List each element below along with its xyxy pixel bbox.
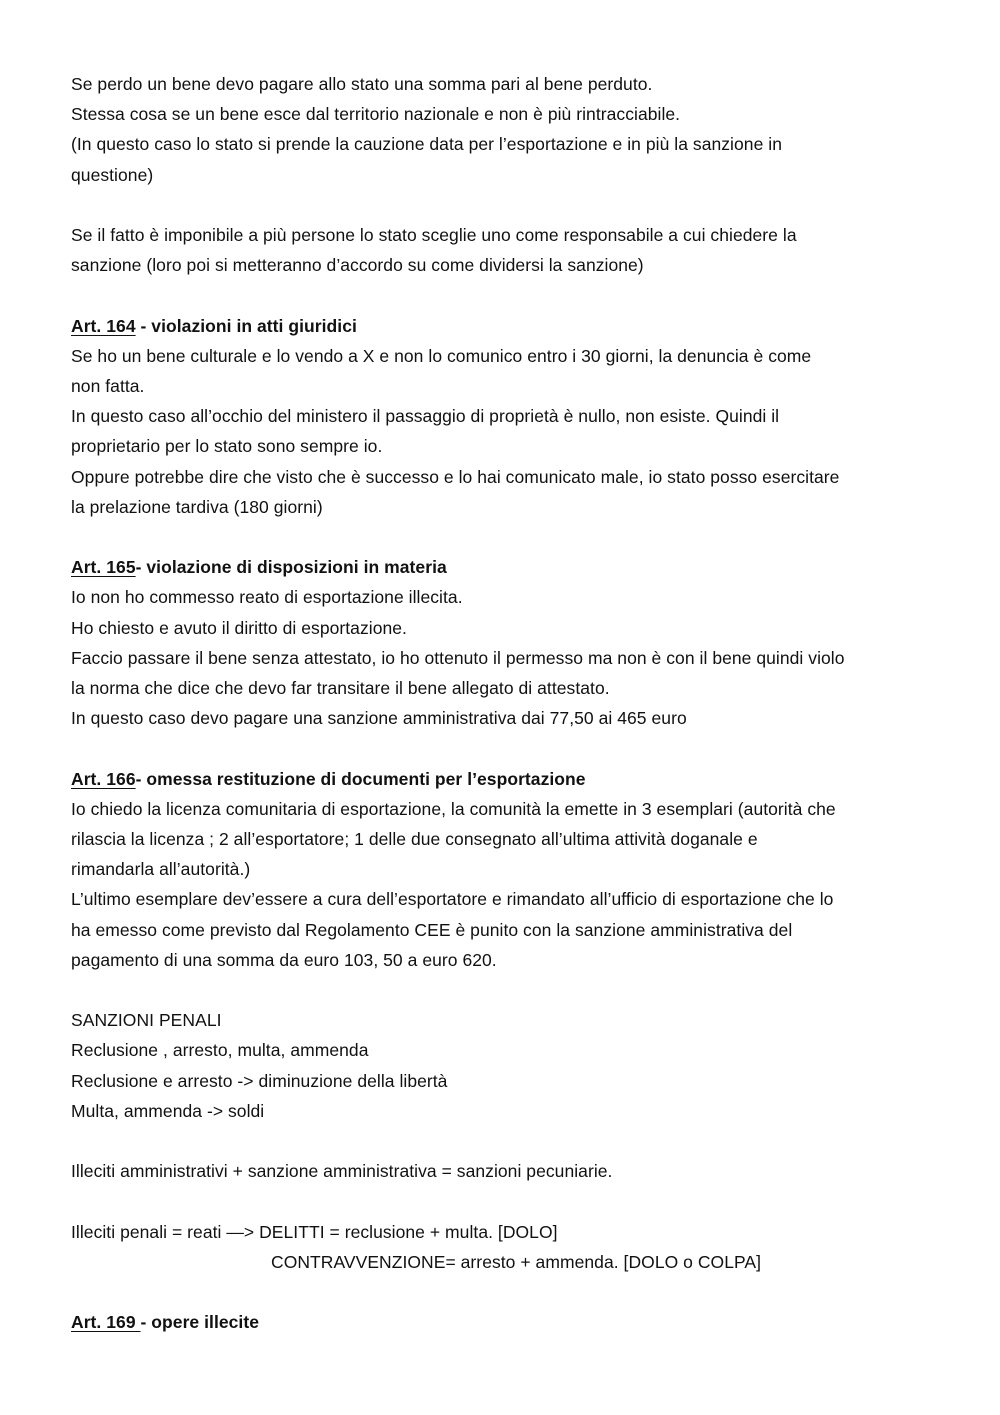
text-line: Faccio passare il bene senza attestato, io ho ottenuto il permesso ma non è con il bene quindi violo [71,647,845,668]
text-line: Se perdo un bene devo pagare allo stato una somma pari al bene perduto. [71,74,653,94]
text-line: Multa, ammenda -> soldi [71,1100,265,1121]
text-line: Ho chiesto e avuto il diritto di esportazione. [71,617,407,638]
article-title: - opere illecite [140,1312,259,1333]
article-number: Art. 166 [71,768,136,789]
article-heading [71,764,931,794]
text-line: rilascia la licenza ; 2 all’esportatore; 1 delle due consegnato all’ultima attività doganale e [71,829,758,850]
article-number: Art. 169 [71,1312,141,1333]
text-line: Reclusione , arresto, multa, ammenda [71,1040,369,1061]
text-line: rimandarla all’autorità.) [71,859,251,880]
paragraph-gap [71,190,931,220]
text-line: Se ho un bene culturale e lo vendo a X e non lo comunico entro i 30 giorni, la denuncia è come [71,345,812,366]
indented-text-line: CONTRAVVENZIONE= arresto + ammenda. [DOLO o COLPA] [271,1251,762,1272]
document-body [71,69,931,1337]
text-line: Illeciti amministrativi + sanzione amministrativa = sanzioni pecuniarie. [71,1161,613,1182]
text-line: questione) [71,164,154,185]
text-line: Io chiedo la licenza comunitaria di esportazione, la comunità la emette in 3 esemplari (autorità che [71,798,836,819]
text-line: Oppure potrebbe dire che visto che è successo e lo hai comunicato male, io stato posso esercitare [71,466,840,487]
text-line: la prelazione tardiva (180 giorni) [71,496,323,517]
paragraph-gap [71,975,931,1005]
text-line: la norma che dice che devo far transitare il bene allegato di attestato. [71,678,610,699]
article-heading [71,552,931,582]
text-line: non fatta. [71,376,145,396]
article-heading [71,311,931,341]
text-line: ha emesso come previsto dal Regolamento CEE è punito con la sanzione amministrativa del [71,919,793,940]
paragraph-gap [71,522,931,552]
article-heading [71,1307,931,1337]
paragraph-gap [71,1277,931,1307]
article-number: Art. 165 [71,557,136,578]
text-line: Io non ho commesso reato di esportazione illecita. [71,587,463,608]
text-line: pagamento di una somma da euro 103, 50 a euro 620. [71,949,497,970]
text-line: (In questo caso lo stato si prende la cauzione data per l’esportazione e in più la sanzione in [71,134,782,155]
paragraph-gap [71,280,931,310]
paragraph-gap [71,1126,931,1156]
article-number: Art. 164 [71,315,136,336]
text-line: Se il fatto è imponibile a più persone lo stato sceglie uno come responsabile a cui chiedere la [71,225,797,245]
text-line: Stessa cosa se un bene esce dal territorio nazionale e non è più rintracciabile. [71,104,681,125]
text-line: In questo caso all’occhio del ministero il passaggio di proprietà è nullo, non esiste. Quindi il [71,406,780,427]
article-title: - violazioni in atti giuridici [135,315,357,336]
text-line: sanzione (loro poi si metteranno d’accordo su come dividersi la sanzione) [71,255,644,276]
document-page [71,69,931,1337]
article-title: - omessa restituzione di documenti per l’esportazione [135,768,586,789]
article-title: - violazione di disposizioni in materia [135,557,447,578]
paragraph-gap [71,733,931,763]
text-line: Reclusione e arresto -> diminuzione della libertà [71,1070,448,1091]
text-line: In questo caso devo pagare una sanzione amministrativa dai 77,50 ai 465 euro [71,708,687,729]
paragraph-gap [71,1186,931,1216]
text-line: Illeciti penali = reati —> DELITTI = reclusione + multa. [DOLO] [71,1221,558,1242]
text-line: proprietario per lo stato sono sempre io. [71,436,383,457]
text-line: SANZIONI PENALI [71,1010,222,1031]
text-line: L’ultimo esemplare dev’essere a cura dell’esportatore e rimandato all’ufficio di esportazione che lo [71,889,834,910]
